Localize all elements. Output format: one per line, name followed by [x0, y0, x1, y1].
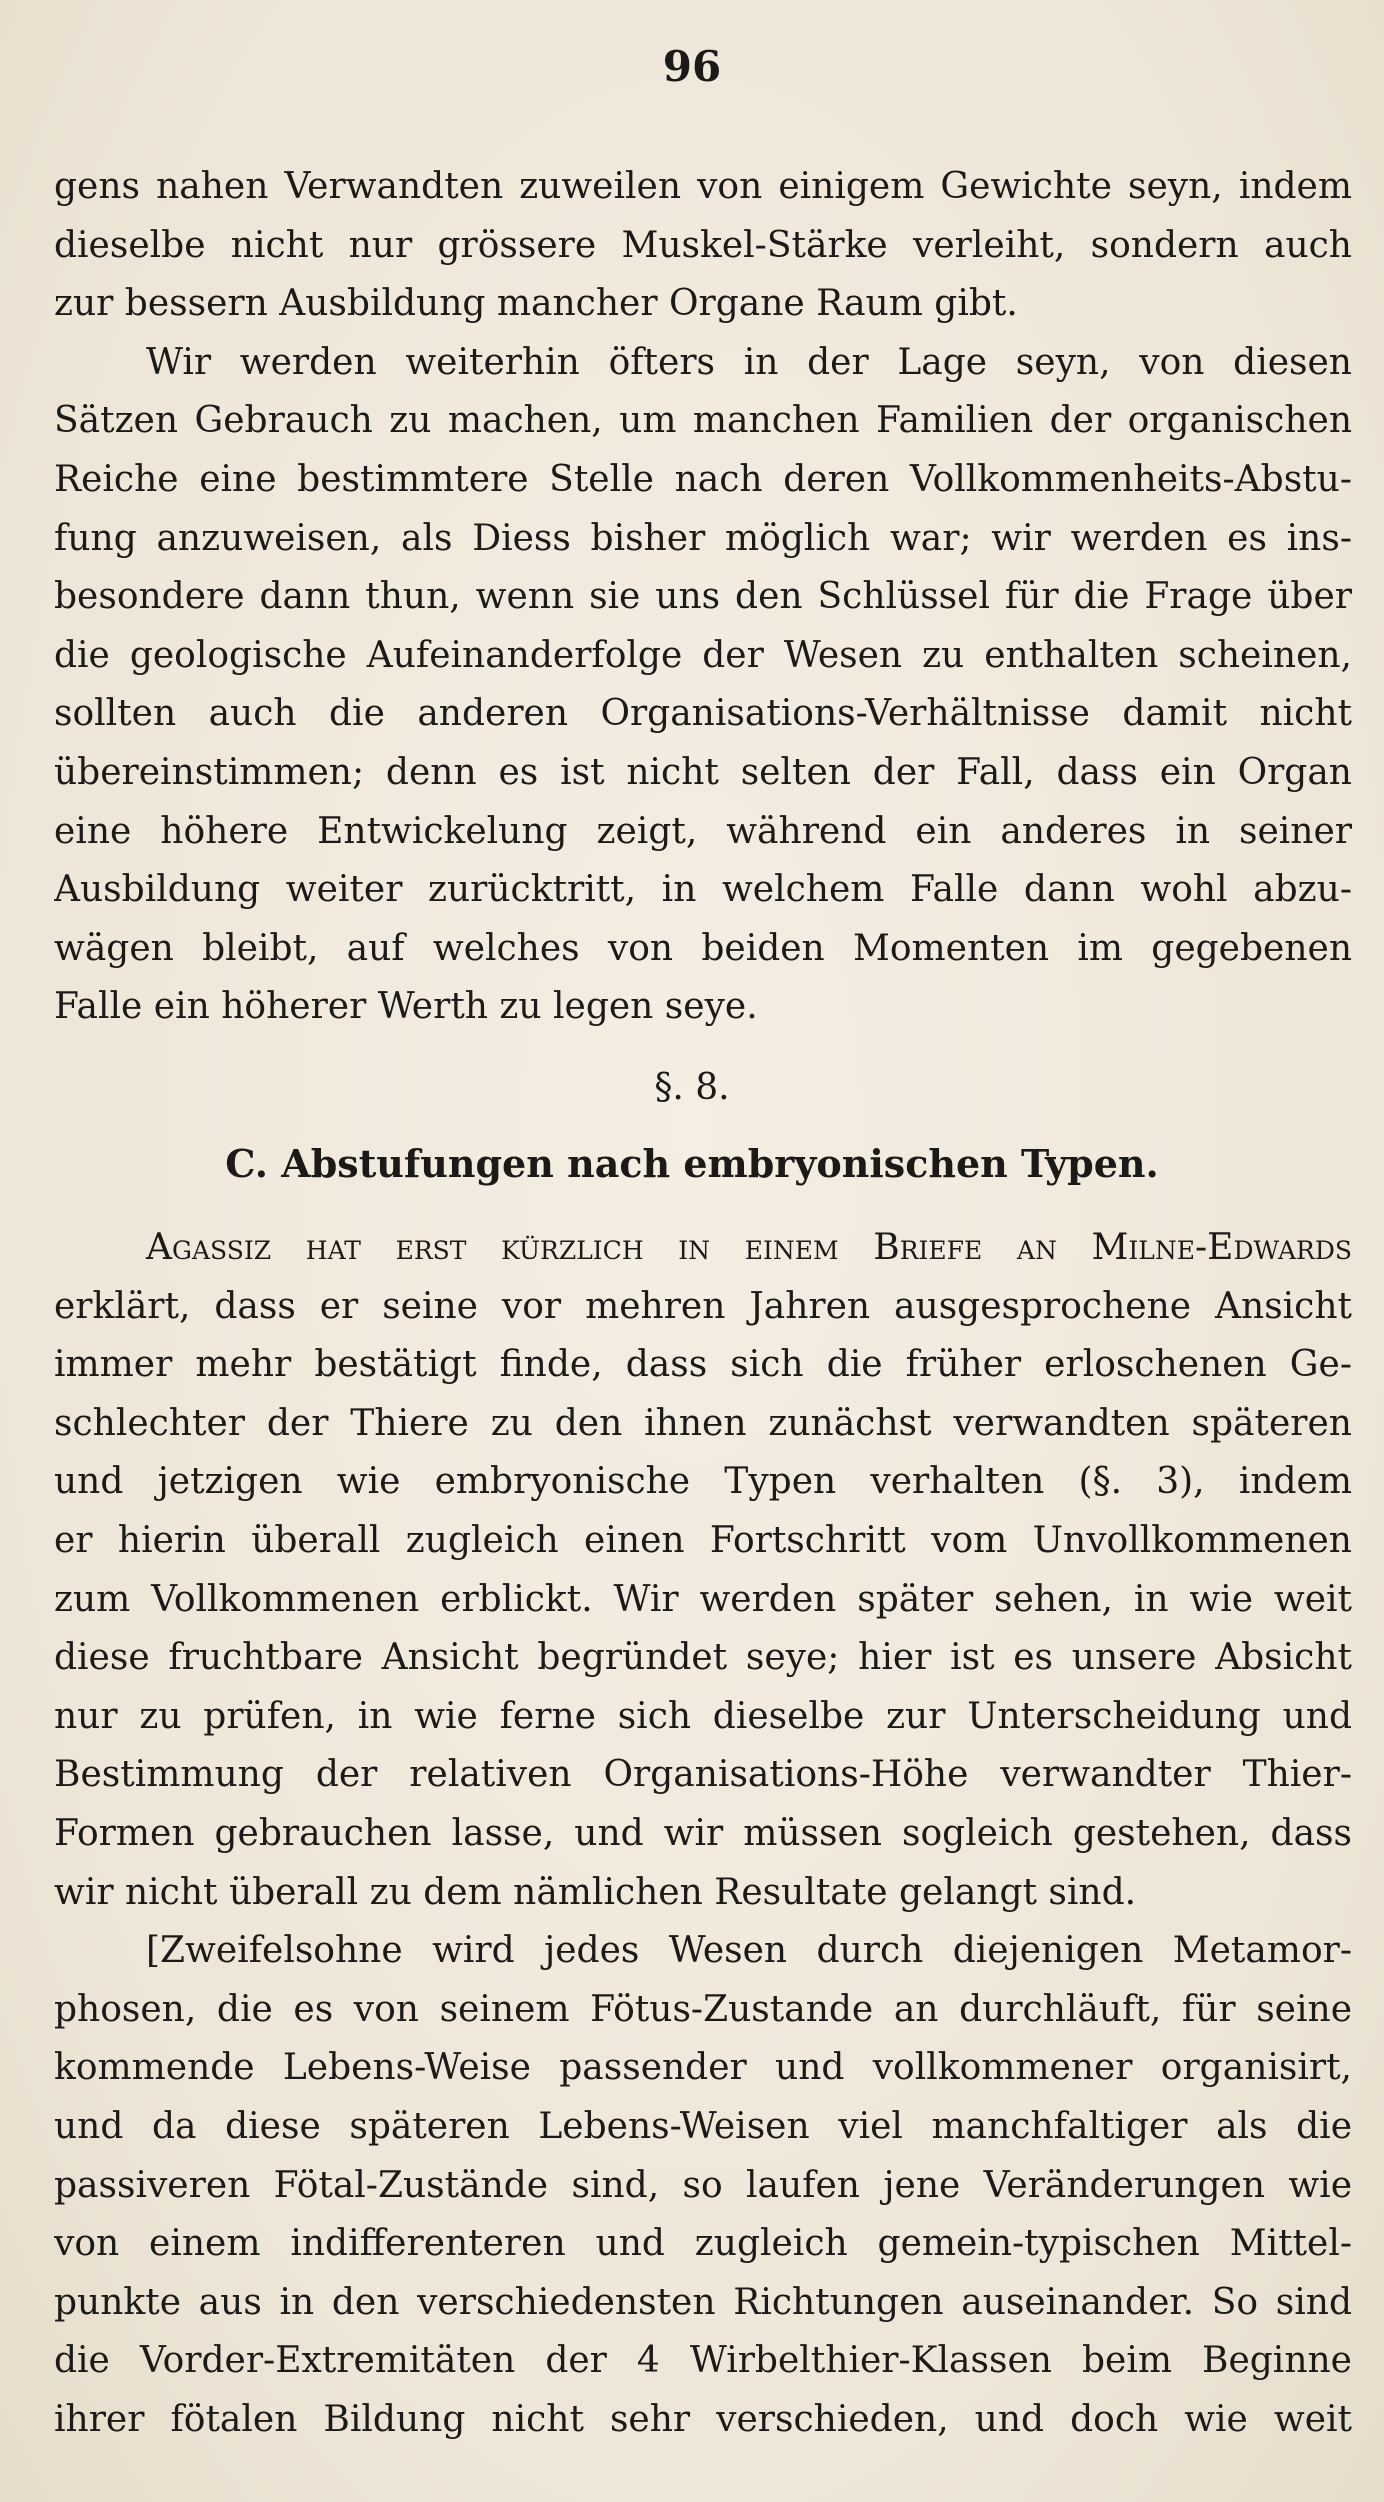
text-line: und jetzigen wie embryonische Typen verhalten (§. 3), indem	[54, 1461, 1352, 1503]
text-line: Sätzen Gebrauch zu machen, um manchen Familien der organischen	[54, 400, 1352, 442]
text-line: Reiche eine bestimmtere Stelle nach deren Vollkommenheits-Abstu-	[54, 458, 1352, 500]
text-line: übereinstimmen; denn es ist nicht selten der Fall, dass ein Organ	[54, 751, 1352, 793]
text-line: ihrer fötalen Bildung nicht sehr verschieden, und doch wie weit	[54, 2398, 1352, 2440]
text-line: gens nahen Verwandten zuweilen von einigem Gewichte seyn, indem	[54, 166, 1352, 207]
text-line: passiveren Fötal-Zustände sind, so laufen jene Veränderungen wie	[54, 2164, 1352, 2206]
paragraphs-before-section	[54, 158, 1352, 1037]
text-line: nur zu prüfen, in wie ferne sich dieselbe zur Unterscheidung und	[54, 1695, 1352, 1737]
text-line: besondere dann thun, wenn sie uns den Schlüssel für die Frage über	[54, 576, 1352, 618]
text-line: immer mehr bestätigt finde, dass sich die früher erloschenen Ge-	[54, 1344, 1352, 1386]
text-line: von einem indifferenteren und zugleich gemein-typischen Mittel-	[54, 2223, 1352, 2265]
text-line: Falle ein höherer Werth zu legen seye.	[54, 986, 758, 1028]
text-line: phosen, die es von seinem Fötus-Zustande an durchläuft, für seine	[54, 1988, 1352, 2030]
text-line: dieselbe nicht nur grössere Muskel-Stärke verleiht, sondern auch	[54, 224, 1352, 266]
text-line: schlechter der Thiere zu den ihnen zunächst verwandten späteren	[54, 1402, 1352, 1444]
text-line: Ausbildung weiter zurücktritt, in welchem Falle dann wohl abzu-	[54, 869, 1352, 911]
text-line: Formen gebrauchen lasse, und wir müssen sogleich gestehen, dass	[54, 1812, 1352, 1854]
text-line: diese fruchtbare Ansicht begründet seye; hier ist es unsere Absicht	[54, 1637, 1352, 1679]
text-line: wägen bleibt, auf welches von beiden Momenten im gegebenen	[54, 927, 1352, 969]
section-title: C. Abstufungen nach embryonischen Typen.	[225, 1141, 1159, 1186]
text-line: die Vorder-Extremitäten der 4 Wirbelthier-Klassen beim Beginne	[54, 2340, 1352, 2382]
text-line: sollten auch die anderen Organisations-Verhältnisse damit nicht	[54, 693, 1352, 735]
text-line: er hierin überall zugleich einen Fortschritt vom Unvollkommenen	[54, 1519, 1352, 1561]
text-line: punkte aus in den verschiedensten Richtungen auseinander. So sind	[54, 2281, 1352, 2323]
text-line: erklärt, dass er seine vor mehren Jahren ausgesprochene Ansicht	[54, 1285, 1352, 1327]
text-line: kommende Lebens-Weise passender und vollkommener organisirt,	[54, 2047, 1352, 2089]
text-line: fung anzuweisen, als Diess bisher möglich war; wir werden es ins-	[54, 517, 1352, 559]
text-line: Bestimmung der relativen Organisations-Höhe verwandter Thier-	[54, 1754, 1352, 1796]
text-line: Wir werden weiterhin öfters in der Lage seyn, von diesen	[146, 341, 1352, 383]
text-line: wir nicht überall zu dem nämlichen Resultate gelangt sind.	[54, 1871, 1137, 1913]
paragraphs-after-section	[54, 1219, 1352, 2449]
text-line: eine höhere Entwickelung zeigt, während ein anderes in seiner	[54, 810, 1352, 852]
text-line: Agassiz hat erst kürzlich in einem Briefe an Milne-Edwards	[146, 1227, 1352, 1268]
page-number: 96	[662, 42, 722, 91]
text-line: und da diese späteren Lebens-Weisen viel manchfaltiger als die	[54, 2105, 1352, 2147]
text-line: die geologische Aufeinanderfolge der Wesen zu enthalten scheinen,	[54, 634, 1352, 676]
text-line: [Zweifelsohne wird jedes Wesen durch diejenigen Metamor-	[146, 1930, 1352, 1972]
text-line: zur bessern Ausbildung mancher Organe Raum gibt.	[54, 283, 1018, 325]
text-line: zum Vollkommenen erblickt. Wir werden später sehen, in wie weit	[54, 1578, 1352, 1620]
section-number: §. 8.	[654, 1067, 730, 1108]
